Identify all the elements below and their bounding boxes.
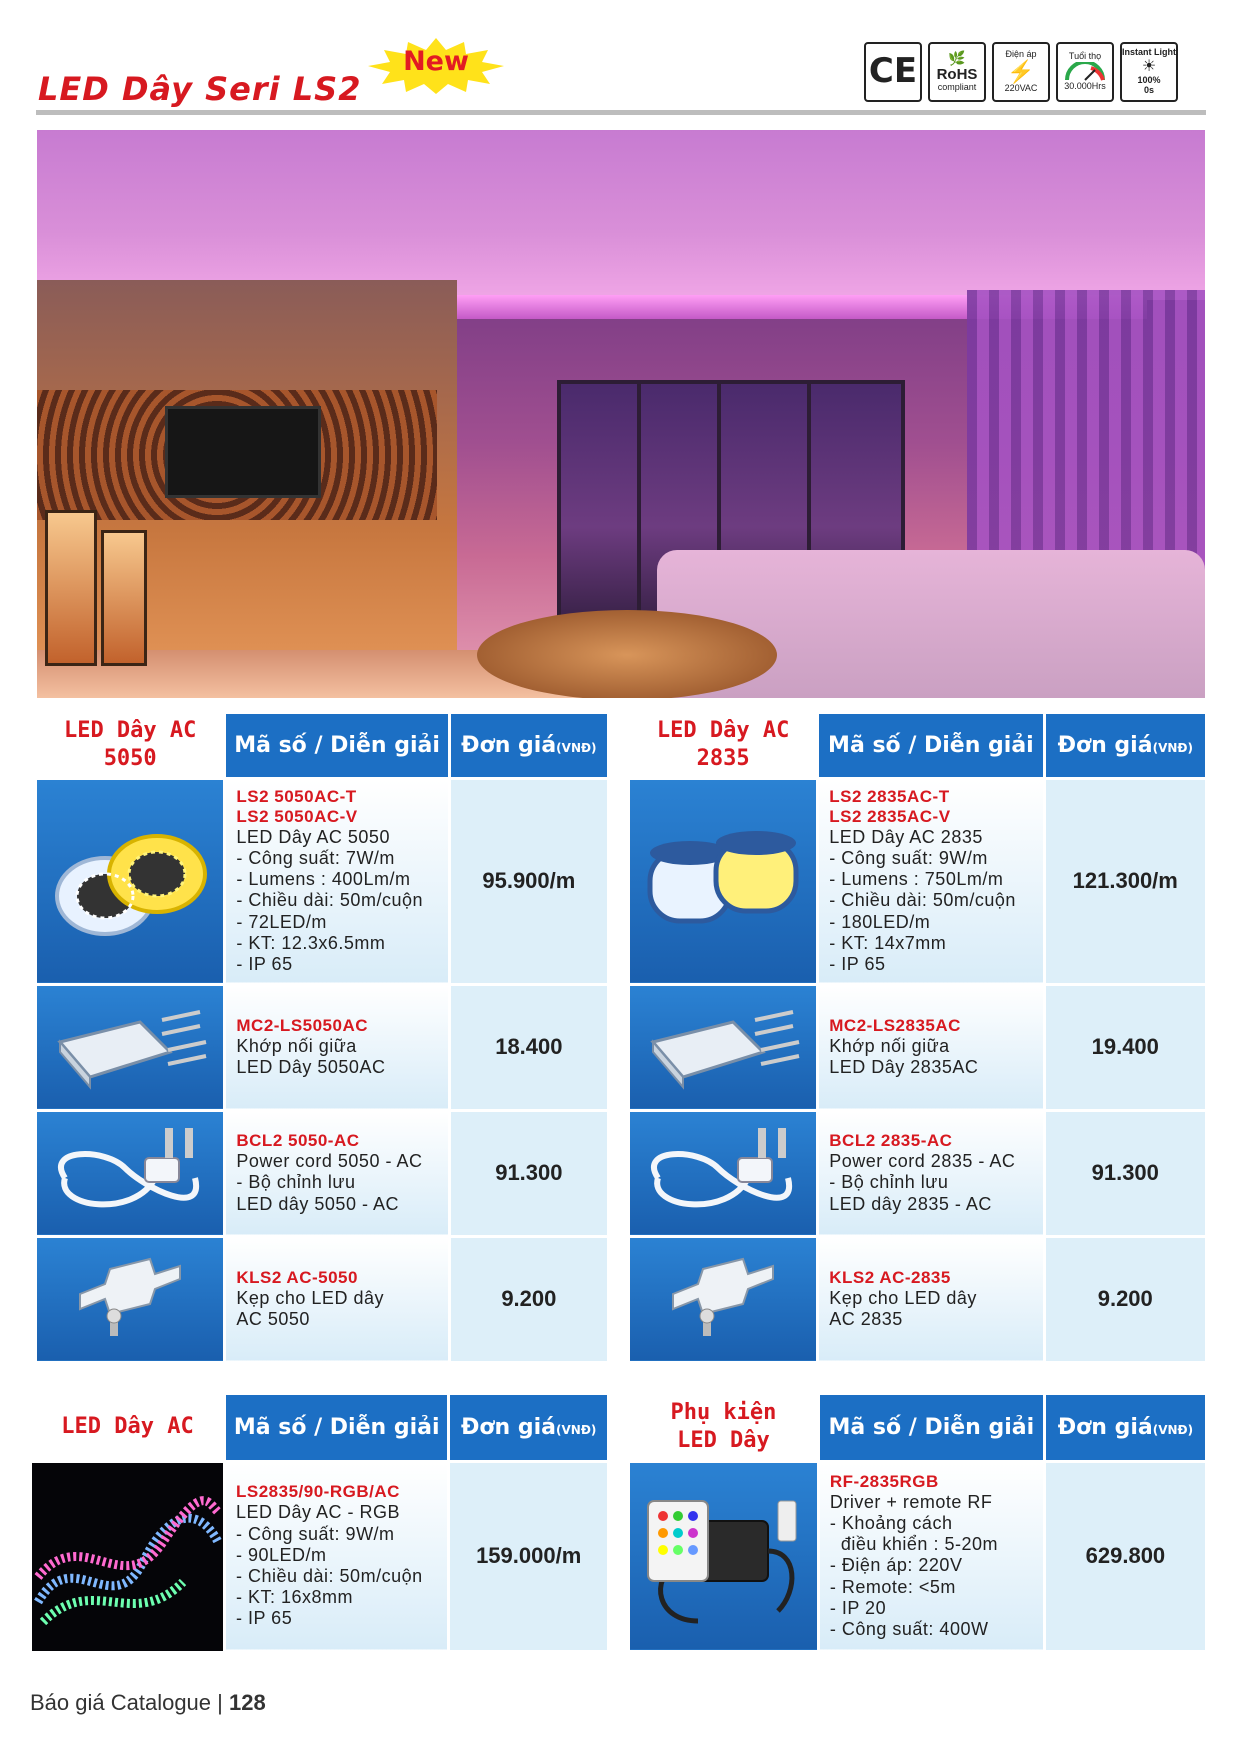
table-row [37, 984, 607, 1110]
tv-icon [165, 406, 321, 498]
column-header-code: Mã số / Diễn giải [818, 1395, 1044, 1461]
footer-label: Báo giá Catalogue [30, 1690, 212, 1715]
spec-line: - 72LED/m [236, 911, 327, 932]
product-description [818, 1236, 1044, 1362]
product-code: BCL2 5050-AC [236, 1131, 360, 1151]
rohs-sub: compliant [937, 82, 977, 92]
ce-label: CE [868, 51, 918, 92]
price-header-unit: (VNĐ) [1152, 740, 1193, 755]
spec-line: - Chiều dài: 50m/cuộn [829, 890, 1016, 911]
column-header-price [449, 714, 607, 778]
product-image-cell [37, 1110, 225, 1236]
product-image-cell [32, 1461, 225, 1651]
new-badge-label: New [403, 46, 469, 77]
spec-line: - Bộ chỉnh lưu [829, 1172, 949, 1193]
column-header-price [1044, 1395, 1205, 1461]
rohs-label: RoHS [936, 65, 978, 83]
leaf-icon: 🌿 [948, 50, 966, 67]
product-code: KLS2 AC-5050 [236, 1267, 358, 1287]
product-description [818, 1110, 1044, 1236]
spec-line: Driver + remote RF [829, 1491, 993, 1512]
page-title: LED Dây Seri LS2 [38, 70, 362, 108]
section-title-ac-rgb: LED Dây AC [32, 1395, 225, 1461]
voltage-icon [992, 42, 1050, 102]
spec-line: - 90LED/m [236, 1544, 327, 1565]
product-code: KLS2 AC-2835 [829, 1267, 951, 1287]
spec-line: - Khoảng cách [829, 1512, 953, 1533]
product-description [225, 984, 449, 1110]
rohs-icon [928, 42, 986, 102]
product-price: 95.900/m [449, 778, 607, 984]
spec-line: Power cord 5050 - AC [236, 1151, 423, 1172]
product-price: 629.800 [1044, 1461, 1205, 1651]
table-accessory [630, 1395, 1205, 1653]
price-header-label: Đơn giá [460, 1414, 556, 1440]
column-header-code: Mã số / Diễn giải [225, 714, 449, 778]
table-row [630, 984, 1205, 1110]
table-row [630, 778, 1205, 984]
product-image-cell [630, 1236, 818, 1362]
table-row [37, 778, 607, 984]
product-image-cell [37, 778, 225, 984]
product-image-cell [37, 1236, 225, 1362]
spec-line: - IP 65 [236, 1608, 293, 1629]
product-code: LS2 5050AC-V [236, 806, 358, 826]
spec-line: - KT: 14x7mm [829, 932, 947, 953]
spec-line: - Công suất: 7W/m [236, 847, 395, 868]
bulb-icon: ☀ [1141, 58, 1157, 76]
led-strip-reel-icon [638, 821, 808, 941]
product-description [225, 1236, 449, 1362]
product-code: LS2835/90-RGB/AC [236, 1482, 400, 1502]
product-image-cell [630, 984, 818, 1110]
product-price: 9.200 [449, 1236, 607, 1362]
product-code: MC2-LS2835AC [829, 1015, 961, 1035]
section-title-line: LED Dây [677, 1428, 770, 1454]
lifespan-top: Tuổi thọ [1068, 51, 1102, 62]
instant-top: Instant Light [1122, 47, 1176, 58]
title-divider [36, 110, 1206, 115]
product-description [225, 1110, 449, 1236]
section-title-line: Phụ kiện [670, 1399, 777, 1425]
connector-icon [643, 1002, 803, 1092]
gauge-icon [1063, 62, 1107, 82]
product-price: 18.400 [449, 984, 607, 1110]
spec-line: - Công suất: 9W/m [236, 1523, 395, 1544]
spec-line: - Remote: <5m [829, 1576, 956, 1597]
product-price: 91.300 [1044, 1110, 1205, 1236]
spec-line: - 180LED/m [829, 911, 931, 932]
table-row [630, 1110, 1205, 1236]
spec-line: - Bộ chỉnh lưu [236, 1172, 356, 1193]
column-header-code: Mã số / Diễn giải [818, 714, 1044, 778]
table-ac-rgb [32, 1395, 607, 1653]
spec-line: Kẹp cho LED dây [236, 1287, 384, 1308]
table-row [32, 1461, 607, 1651]
voltage-top: Điện áp [1005, 49, 1037, 60]
mounting-clip-icon [663, 1254, 783, 1344]
hero-room-image [37, 130, 1205, 698]
product-price: 159.000/m [449, 1461, 607, 1651]
new-badge [366, 38, 506, 94]
footer-separator: | [217, 1690, 223, 1715]
power-cord-icon [638, 1118, 808, 1228]
product-image-cell [37, 984, 225, 1110]
product-code: LS2 2835AC-T [829, 786, 950, 806]
table-row [630, 1461, 1205, 1651]
instant-light-icon [1120, 42, 1178, 102]
product-code: MC2-LS5050AC [236, 1015, 369, 1035]
spec-line: LED Dây AC 5050 [236, 826, 390, 847]
spec-line: điều khiển : 5-20m [829, 1534, 998, 1555]
ce-mark-icon [864, 42, 922, 102]
lightning-icon: ⚡ [1007, 58, 1035, 84]
product-code: BCL2 2835-AC [829, 1131, 953, 1151]
voltage-label: 220VAC [1004, 83, 1038, 94]
product-description [818, 984, 1044, 1110]
product-description [225, 778, 449, 984]
page-footer [30, 1690, 266, 1716]
spec-line: LED dây 2835 - AC [829, 1193, 992, 1214]
product-price: 121.300/m [1044, 778, 1205, 984]
spec-line: LED Dây 5050AC [236, 1057, 386, 1078]
lifespan-label: 30.000Hrs [1064, 81, 1106, 91]
instant-label: 100% [1137, 74, 1161, 85]
spec-line: - Chiều dài: 50m/cuộn [236, 890, 423, 911]
spec-line: - IP 65 [829, 954, 886, 975]
product-description [225, 1461, 449, 1651]
spec-line: AC 2835 [829, 1309, 903, 1330]
certification-icons [864, 42, 1178, 104]
section-title-accessory [630, 1395, 818, 1461]
product-description [818, 778, 1044, 984]
spec-line: LED Dây 2835AC [829, 1057, 979, 1078]
spec-line: Khớp nối giữa [829, 1035, 950, 1056]
table-row [37, 1236, 607, 1362]
table-row [630, 1236, 1205, 1362]
spec-line: LED Dây AC - RGB [236, 1502, 401, 1523]
spec-line: - Công suất: 9W/m [829, 847, 988, 868]
product-price: 19.400 [1044, 984, 1205, 1110]
price-header-unit: (VNĐ) [556, 740, 597, 755]
spec-line: - KT: 16x8mm [236, 1587, 354, 1608]
spec-line: - KT: 12.3x6.5mm [236, 932, 386, 953]
spec-line: - Công suất: 400W [829, 1619, 989, 1640]
rgb-led-strip-icon [33, 1482, 223, 1632]
product-code: LS2 5050AC-T [236, 786, 357, 806]
table-ac2835 [630, 714, 1205, 1364]
mounting-clip-icon [70, 1254, 190, 1344]
product-image-cell [630, 778, 818, 984]
column-header-price [449, 1395, 607, 1461]
spec-line: - Lumens : 750Lm/m [829, 869, 1004, 890]
spec-line: AC 5050 [236, 1309, 310, 1330]
product-description [818, 1461, 1044, 1651]
spec-line: Power cord 2835 - AC [829, 1151, 1016, 1172]
product-price: 91.300 [449, 1110, 607, 1236]
page-number: 128 [229, 1690, 266, 1715]
product-image-cell [630, 1461, 818, 1651]
spec-line: Kẹp cho LED dây [829, 1287, 977, 1308]
spec-line: - IP 65 [236, 954, 293, 975]
price-header-unit: (VNĐ) [556, 1422, 597, 1437]
spec-line: LED Dây AC 2835 [829, 826, 983, 847]
product-code: RF-2835RGB [829, 1471, 939, 1491]
product-image-cell [630, 1110, 818, 1236]
section-title-ac5050: LED Dây AC 5050 [37, 714, 225, 778]
spec-line: Khớp nối giữa [236, 1035, 357, 1056]
price-header-label: Đơn giá [1057, 1414, 1153, 1440]
spec-line: - Chiều dài: 50m/cuộn [236, 1566, 423, 1587]
lifespan-gauge-icon [1056, 42, 1114, 102]
table-ac5050 [37, 714, 607, 1364]
price-header-label: Đơn giá [461, 732, 557, 758]
column-header-price [1044, 714, 1205, 778]
product-price: 9.200 [1044, 1236, 1205, 1362]
price-header-unit: (VNĐ) [1152, 1422, 1194, 1437]
power-cord-icon [45, 1118, 215, 1228]
price-header-label: Đơn giá [1057, 732, 1153, 758]
column-header-code: Mã số / Diễn giải [225, 1395, 449, 1461]
section-title-ac2835: LED Dây AC 2835 [630, 714, 818, 778]
led-strip-reel-icon [45, 816, 215, 946]
spec-line: LED dây 5050 - AC [236, 1193, 399, 1214]
table-row [37, 1110, 607, 1236]
connector-icon [50, 1002, 210, 1092]
spec-line: - Điện áp: 220V [829, 1555, 963, 1576]
instant-sub: 0s [1143, 84, 1154, 95]
product-code: LS2 2835AC-V [829, 806, 951, 826]
spec-line: - Lumens : 400Lm/m [236, 869, 411, 890]
rf-driver-remote-icon [638, 1481, 808, 1631]
spec-line: - IP 20 [829, 1597, 887, 1618]
